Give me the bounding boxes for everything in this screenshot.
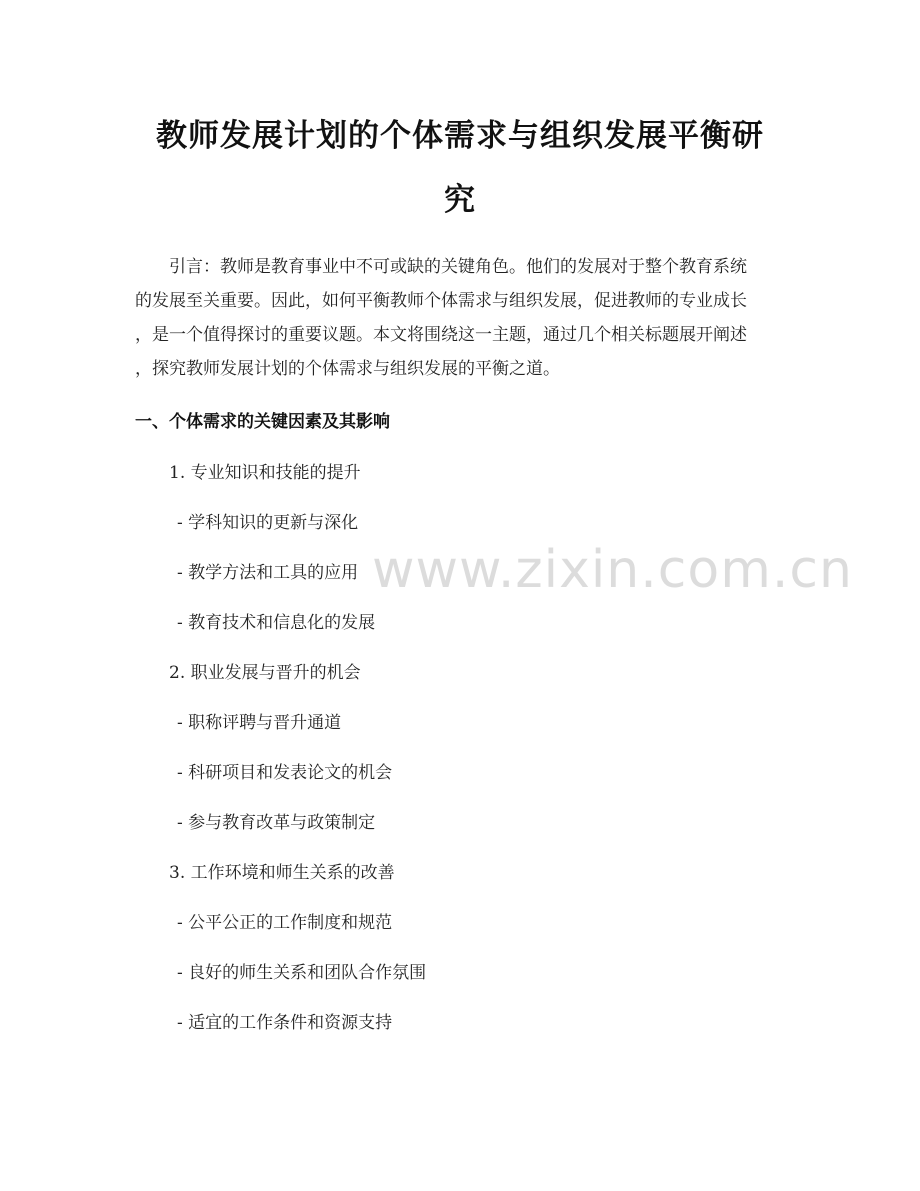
watermark: www.zixin.com.cn [372, 540, 853, 600]
list-item: 3. 工作环境和师生关系的改善 [169, 863, 395, 883]
title-line-2: 究 [444, 182, 476, 218]
sub-list-item: - 教育技术和信息化的发展 [177, 613, 376, 633]
sub-list-item: - 学科知识的更新与深化 [177, 513, 359, 533]
sub-list-item: - 参与教育改革与政策制定 [177, 813, 376, 833]
sub-list-item: - 教学方法和工具的应用 [177, 563, 359, 583]
section-heading: 一、个体需求的关键因素及其影响 [135, 412, 390, 432]
sub-list-item: - 科研项目和发表论文的机会 [177, 763, 393, 783]
title-line-1: 教师发展计划的个体需求与组织发展平衡研 [156, 118, 764, 154]
intro-line: ，是一个值得探讨的重要议题。本文将围绕这一主题，通过几个相关标题展开阐述 [135, 325, 747, 345]
intro-line: ，探究教师发展计划的个体需求与组织发展的平衡之道。 [135, 359, 560, 379]
list-item: 2. 职业发展与晋升的机会 [169, 663, 361, 683]
intro-line: 的发展至关重要。因此，如何平衡教师个体需求与组织发展，促进教师的专业成长 [135, 291, 747, 311]
sub-list-item: - 公平公正的工作制度和规范 [177, 913, 393, 933]
document-title [135, 104, 785, 232]
list-item: 1. 专业知识和技能的提升 [169, 463, 361, 483]
intro-paragraph [135, 250, 785, 386]
intro-line: 引言：教师是教育事业中不可或缺的关键角色。他们的发展对于整个教育系统 [169, 257, 747, 277]
sub-list-item: - 良好的师生关系和团队合作氛围 [177, 963, 427, 983]
sub-list-item: - 职称评聘与晋升通道 [177, 713, 342, 733]
sub-list-item: - 适宜的工作条件和资源支持 [177, 1013, 393, 1033]
